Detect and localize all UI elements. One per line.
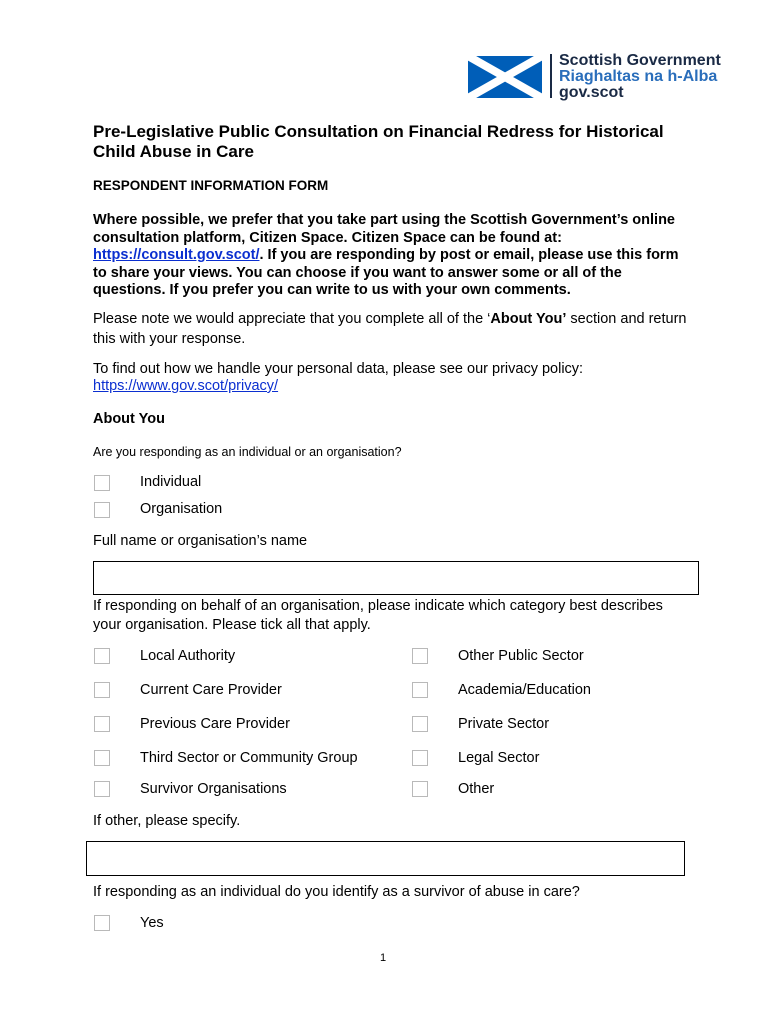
survivor-organisations-label: Survivor Organisations [140, 781, 287, 797]
individual-label: Individual [140, 474, 202, 490]
other-specify-input[interactable] [86, 841, 685, 876]
private-sector-checkbox[interactable] [412, 716, 428, 732]
privacy-text: To find out how we handle your personal data, please see our privacy policy: [93, 361, 584, 377]
other-specify-label: If other, please specify. [93, 813, 241, 829]
logo-line-1: Scottish Government [559, 52, 721, 69]
form-subtitle: RESPONDENT INFORMATION FORM [93, 178, 329, 193]
logo-divider [550, 54, 552, 98]
current-care-provider-checkbox[interactable] [94, 682, 110, 698]
organisation-checkbox[interactable] [94, 502, 110, 518]
survivor-organisations-checkbox[interactable] [94, 781, 110, 797]
organisation-label: Organisation [140, 501, 223, 517]
about-you-heading: About You [93, 411, 165, 427]
other-category-checkbox[interactable] [412, 781, 428, 797]
consult-link[interactable]: https://consult.gov.scot/ [93, 247, 260, 263]
saltire-flag-icon [468, 56, 542, 98]
note-text-1: Please note we would appreciate that you complete all of the ‘ [93, 311, 491, 327]
page-number: 1 [380, 952, 387, 964]
note-text-2: section and return this with your response. [93, 311, 687, 347]
survivor-question: If responding as an individual do you identify as a survivor of abuse in care? [93, 884, 580, 900]
local-authority-checkbox[interactable] [94, 648, 110, 664]
yes-label: Yes [140, 915, 164, 931]
local-authority-label: Local Authority [140, 648, 236, 664]
other-public-sector-checkbox[interactable] [412, 648, 428, 664]
note-paragraph [93, 309, 693, 349]
previous-care-provider-checkbox[interactable] [94, 716, 110, 732]
academia-education-checkbox[interactable] [412, 682, 428, 698]
scottish-government-logo [468, 52, 738, 100]
name-label: Full name or organisation’s name [93, 533, 308, 549]
page-title: Pre-Legislative Public Consultation on Financial Redress for Historical Child Abuse in Care [93, 122, 664, 161]
private-sector-label: Private Sector [458, 716, 550, 732]
intro-text-2: . If you are responding by post or email, please use this form to share your views. You can choose if you want to answer some or all of the questions. If you prefer you can write to us with your own comments. [93, 247, 679, 298]
yes-checkbox[interactable] [94, 915, 110, 931]
note-bold: About You’ [490, 311, 567, 327]
other-category-label: Other [458, 781, 495, 797]
logo-line-3: gov.scot [559, 84, 624, 101]
other-public-sector-label: Other Public Sector [458, 648, 584, 664]
third-sector-label: Third Sector or Community Group [140, 750, 358, 766]
intro-text-1: Where possible, we prefer that you take part using the Scottish Government’s online consultation platform, Citizen Space. Citizen Space can be found at: [93, 212, 675, 246]
privacy-link[interactable]: https://www.gov.scot/privacy/ [93, 378, 279, 394]
academia-education-label: Academia/Education [458, 682, 591, 698]
intro-paragraph [93, 212, 693, 300]
current-care-provider-label: Current Care Provider [140, 682, 282, 698]
name-input[interactable] [93, 561, 699, 595]
legal-sector-checkbox[interactable] [412, 750, 428, 766]
previous-care-provider-label: Previous Care Provider [140, 716, 290, 732]
third-sector-checkbox[interactable] [94, 750, 110, 766]
privacy-paragraph [93, 361, 693, 395]
respond-as-question: Are you responding as an individual or an organisation? [93, 445, 402, 459]
legal-sector-label: Legal Sector [458, 750, 540, 766]
category-question: If responding on behalf of an organisation, please indicate which category best describes your organisation. Please tick all that apply. [93, 598, 663, 633]
logo-line-2: Riaghaltas na h-Alba [559, 68, 718, 85]
individual-checkbox[interactable] [94, 475, 110, 491]
